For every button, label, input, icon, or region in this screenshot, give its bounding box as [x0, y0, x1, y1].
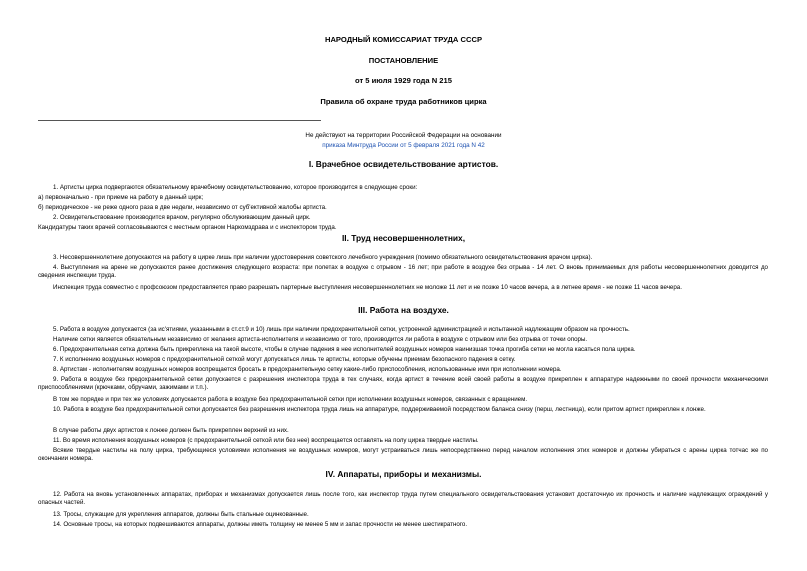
- paragraph-8: 8. Артистам - исполнителям воздушных номеров воспрещается бросать в предохранительную сетку какие-либо приспособления, использованные ими при исполнении номера.: [53, 366, 562, 373]
- paragraph-13: 13. Тросы, служащие для укрепления аппаратов, должны быть стальные оцинкованные.: [53, 511, 309, 518]
- document-date: от 5 июля 1929 года N 215: [355, 76, 452, 85]
- section-1-title: I. Врачебное освидетельствование артистов.: [308, 159, 499, 169]
- issuing-authority: НАРОДНЫЙ КОМИССАРИАТ ТРУДА СССР: [324, 35, 483, 44]
- paragraph-10-note: В случае работы двух артистов к лонже должен быть прикреплен верхний из них.: [53, 427, 289, 434]
- paragraph-1: 1. Артисты цирка подвергаются обязательному врачебному освидетельствованию, которое производится в следующие сроки:: [53, 184, 418, 191]
- validity-notice: Не действуют на территории Российской Федерации на основании: [305, 132, 502, 139]
- paragraph-9-note: В том же порядке и при тех же условиях допускается работа в воздухе без предохранительной сетки при исполнении воздушных номеров, связанных с вращением.: [53, 396, 528, 403]
- paragraph-6: 6. Предохранительная сетка должна быть прикреплена на такой высоте, чтобы в случае падения в нее исполнителей воздушных номеров наинизшая точка прогиба сетки не могла касаться пола цирка.: [53, 346, 636, 353]
- paragraph-2-note: Кандидатуры таких врачей согласовываются с местным органом Наркомздрава и с инспектором труда.: [38, 224, 337, 231]
- paragraph-10: 10. Работа в воздухе без предохранительной сетки допускается без разрешения инспектора труда лишь на аппаратуре, поддерживаемой посредством баланса снизу (перш, лестница), если притом артист прикреплен к лонже.: [53, 406, 706, 413]
- order-link[interactable]: приказа Минтруда России от 5 февраля 2021 года N 42: [322, 142, 485, 149]
- paragraph-5-note: Наличие сетки является обязательным независимо от желания артиста-исполнителя и независимо от того, производится ли работа в воздухе с отрывом или без отрыва от точки опоры.: [53, 336, 588, 343]
- section-2-title: II. Труд несовершеннолетних,: [341, 233, 466, 243]
- paragraph-1b: б) периодическое - не реже одного раза в две недели, независимо от суб'ективной жалобы артиста.: [38, 204, 327, 211]
- section-3-title: III. Работа на воздухе.: [358, 305, 449, 315]
- section-4-title: IV. Аппараты, приборы и механизмы.: [325, 469, 482, 479]
- paragraph-5: 5. Работа в воздухе допускается (за ис'ятиями, указанными в ст.ст.9 и 10) лишь при наличии предохранительной сетки, устроенной администрацией и испытанной надлежащим образом на прочность.: [53, 326, 630, 333]
- paragraph-4: 4. Выступления на арене не допускаются ранее достижения следующего возраста: при полетах в воздухе с отрывом - 16 лет; при работе в воздухе без отрыва - 14 лет. О вновь принимаемых для работы несовершеннолетних доводится до сведения инспекции труда.: [38, 264, 768, 280]
- document-title: Правила об охране труда работников цирка: [320, 97, 487, 106]
- divider-line: [38, 120, 321, 121]
- paragraph-1a: а) первоначально - при приеме на работу в данный цирк;: [38, 194, 204, 201]
- paragraph-12: 12. Работа на вновь установленных аппаратах, приборах и механизмах допускается лишь после того, как инспектор труда путем специального освидетельствования установит достаточную их прочность и наличие надлежащих ограждений у опасных частей.: [38, 491, 768, 507]
- paragraph-4-note: Инспекция труда совместно с профсоюзом предоставляется право разрешать партерные выступления несовершеннолетних не моложе 11 лет и не позже 10 часов вечера, а в летнее время - не позже 11 часов вечера.: [53, 284, 682, 291]
- paragraph-2: 2. Освидетельствование производится врачом, регулярно обслуживающим данный цирк.: [53, 214, 311, 221]
- paragraph-3: 3. Несовершеннолетние допускаются на работу в цирке лишь при наличии удостоверения советского лечебного учреждения (помимо обязательного освидетельствования врачом цирка).: [53, 254, 593, 261]
- document-type: ПОСТАНОВЛЕНИЕ: [368, 56, 439, 65]
- paragraph-7: 7. К исполнению воздушных номеров с предохранительной сеткой могут допускаться лишь те артисты, которые обучены приемам безопасного падения в сетку.: [53, 356, 516, 363]
- paragraph-11: 11. Во время исполнения воздушных номеров (с предохранительной сеткой или без нее) воспрещается оставлять на полу цирка твердые настилы.: [53, 437, 479, 444]
- paragraph-14: 14. Основные тросы, на которых подвешиваются аппараты, должны иметь толщину не менее 5 мм и запас прочности не менее шестикратного.: [53, 521, 468, 528]
- paragraph-9: 9. Работа в воздухе без предохранительной сетки допускается с разрешения инспектора труда в тех случаях, когда артист в течение всей своей работы в воздухе прикреплен к аппаратуре надежными по своей прочности механическими приспособлениями (крючками, обручами, зажимами и т.п.).: [38, 376, 768, 392]
- paragraph-11-note: Всякие твердые настилы на полу цирка, требующиеся условиями исполнения не воздушных номеров, могут устраиваться лишь непосредственно перед началом исполнения этих номеров и должны убираться с арены цирка тотчас же по окончании номера.: [38, 447, 768, 463]
